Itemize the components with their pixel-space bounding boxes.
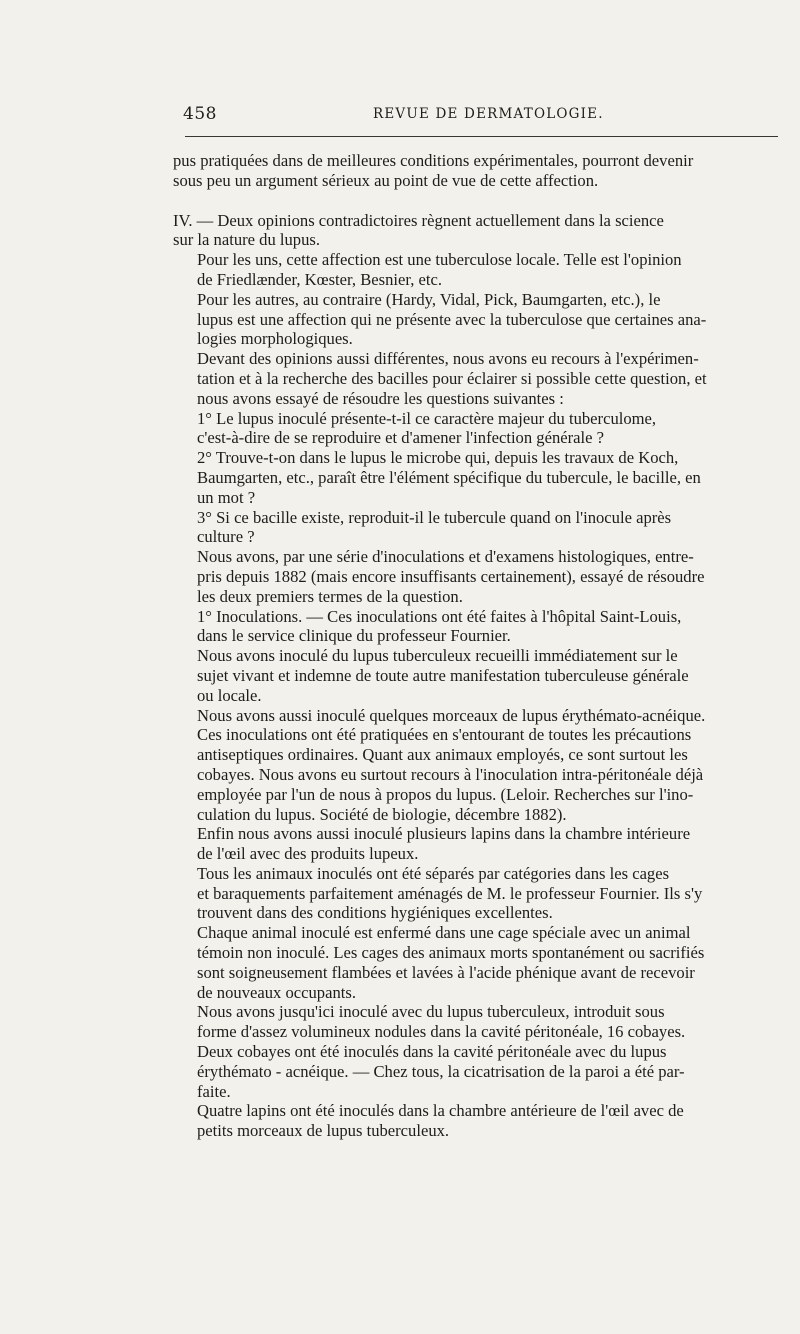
paragraph [173, 706, 781, 726]
header-rule [185, 136, 778, 137]
text-line: Baumgarten, etc., paraît être l'élément spécifique du tubercule, le bacille, en [197, 467, 701, 487]
text-line: 1° Le lupus inoculé présente-t-il ce caractère majeur du tuberculome, [197, 408, 657, 428]
paragraph [173, 607, 781, 647]
text-line: sur la nature du lupus. [173, 230, 321, 250]
paragraph [173, 1002, 781, 1042]
paragraph [173, 290, 781, 349]
text-line: un mot ? [197, 487, 256, 507]
text-line: forme d'assez volumineux nodules dans la cavité péritonéale, 16 cobayes. [197, 1022, 686, 1042]
paragraph [173, 409, 781, 449]
text-line: logies morphologiques. [197, 329, 353, 349]
text-line: sous peu un argument sérieux au point de vue de cette affection. [173, 170, 599, 190]
text-line: érythémato - acnéique. — Chez tous, la cicatrisation de la paroi a été par- [197, 1061, 685, 1081]
text-line: témoin non inoculé. Les cages des animaux morts spontanément ou sacrifiés [197, 943, 705, 963]
text-line: sujet vivant et indemne de toute autre manifestation tuberculeuse générale [197, 665, 689, 685]
text-line: de Friedlænder, Kœster, Besnier, etc. [197, 269, 443, 289]
text-line: Enfin nous avons aussi inoculé plusieurs lapins dans la chambre intérieure [197, 824, 691, 844]
text-line: Deux cobayes ont été inoculés dans la cavité péritonéale avec du lupus [197, 1042, 667, 1062]
paragraph [173, 864, 781, 923]
text-line: sont soigneusement flambées et lavées à l'acide phénique avant de recevoir [197, 962, 695, 982]
text-line: Nous avons aussi inoculé quelques morceaux de lupus érythémato-acnéique. [197, 705, 706, 725]
text-line: ou locale. [197, 685, 262, 705]
text-line: Nous avons jusqu'ici inoculé avec du lupus tuberculeux, introduit sous [197, 1002, 665, 1022]
text-line: 1° Inoculations. — Ces inoculations ont été faites à l'hôpital Saint-Louis, [197, 606, 682, 626]
text-line: IV. — Deux opinions contradictoires règnent actuellement dans la science [173, 210, 664, 230]
text-line: Ces inoculations ont été pratiquées en s'entourant de toutes les précautions [197, 725, 692, 745]
text-line: et baraquements parfaitement aménagés de M. le professeur Fournier. Ils s'y [197, 883, 703, 903]
paragraph [173, 923, 781, 1002]
text-line: faite. [197, 1081, 231, 1101]
text-line: culture ? [197, 527, 255, 547]
text-line: lupus est une affection qui ne présente avec la tuberculose que certaines ana- [197, 309, 707, 329]
paragraph [173, 349, 781, 408]
text-line: trouvent dans des conditions hygiéniques excellentes. [197, 903, 553, 923]
text-line: Nous avons, par une série d'inoculations et d'examens histologiques, entre- [197, 547, 694, 567]
page-header [183, 104, 778, 128]
text-line: les deux premiers termes de la question. [197, 586, 463, 606]
text-line: cobayes. Nous avons eu surtout recours à l'inoculation intra-péritonéale déjà [197, 764, 704, 784]
text-line: employée par l'un de nous à propos du lupus. (Leloir. Recherches sur l'ino- [197, 784, 694, 804]
paragraph [173, 725, 781, 824]
text-line: Pour les autres, au contraire (Hardy, Vidal, Pick, Baumgarten, etc.), le [197, 289, 661, 309]
text-line: dans le service clinique du professeur Fournier. [197, 626, 511, 646]
paragraph [173, 448, 781, 507]
paragraph [173, 508, 781, 548]
text-line: 2° Trouve-t-on dans le lupus le microbe qui, depuis les travaux de Koch, [197, 448, 679, 468]
text-line: nous avons essayé de résoudre les questions suivantes : [197, 388, 564, 408]
paragraph [173, 1042, 781, 1101]
text-line: Tous les animaux inoculés ont été séparés par catégories dans les cages [197, 863, 670, 883]
paragraph [173, 211, 781, 251]
page-number: 458 [183, 104, 217, 124]
text-line: c'est-à-dire de se reproduire et d'amener l'infection générale ? [197, 428, 605, 448]
paragraph [173, 646, 781, 705]
running-title: REVUE DE DERMATOLOGIE. [373, 106, 604, 122]
text-line: antiseptiques ordinaires. Quant aux animaux employés, ce sont surtout les [197, 745, 688, 765]
paragraph [173, 547, 781, 606]
body-text [173, 151, 781, 1141]
paragraph [173, 250, 781, 290]
paragraph [173, 151, 781, 191]
text-line: Quatre lapins ont été inoculés dans la chambre antérieure de l'œil avec de [197, 1101, 684, 1121]
text-line: culation du lupus. Société de biologie, décembre 1882). [197, 804, 567, 824]
text-line: de l'œil avec des produits lupeux. [197, 844, 419, 864]
text-line: 3° Si ce bacille existe, reproduit-il le tubercule quand on l'inocule après [197, 507, 672, 527]
text-line: Chaque animal inoculé est enfermé dans une cage spéciale avec un animal [197, 923, 691, 943]
paragraph [173, 1101, 781, 1141]
paragraph [173, 824, 781, 864]
text-line: pris depuis 1882 (mais encore insuffisants certainement), essayé de résoudre [197, 566, 705, 586]
text-line: Pour les uns, cette affection est une tuberculose locale. Telle est l'opinion [197, 250, 682, 270]
text-line: tation et à la recherche des bacilles pour éclairer si possible cette question, et [197, 368, 707, 388]
text-line: petits morceaux de lupus tuberculeux. [197, 1121, 450, 1141]
text-line: pus pratiquées dans de meilleures conditions expérimentales, pourront devenir [173, 151, 694, 170]
text-line: Nous avons inoculé du lupus tuberculeux recueilli immédiatement sur le [197, 646, 678, 666]
text-line: Devant des opinions aussi différentes, nous avons eu recours à l'expérimen- [197, 349, 699, 369]
text-line: de nouveaux occupants. [197, 982, 356, 1002]
